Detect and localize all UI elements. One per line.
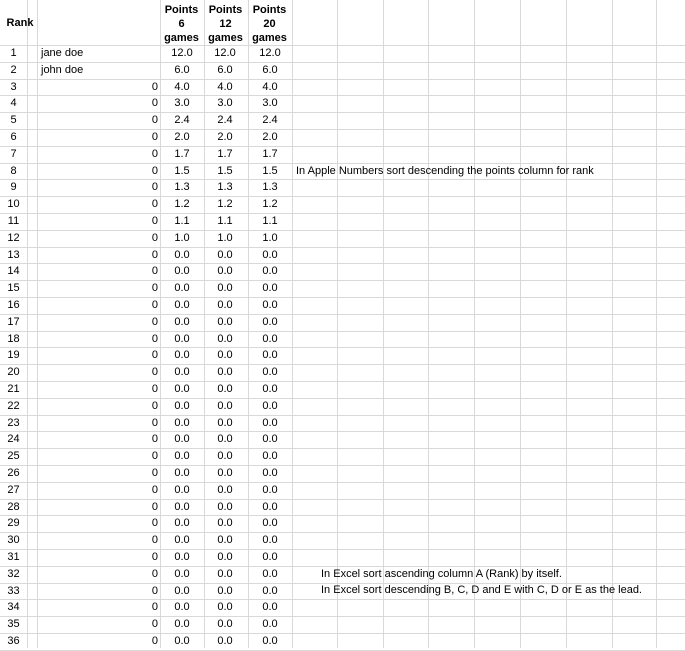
points-12-cell[interactable]: 0.0 <box>217 517 233 530</box>
points-20-cell[interactable]: 0.0 <box>262 500 278 513</box>
points-12-cell[interactable]: 0.0 <box>217 315 233 328</box>
zero-cell[interactable]: 0 <box>151 315 158 328</box>
zero-cell[interactable]: 0 <box>151 164 158 177</box>
points-12-cell[interactable]: 0.0 <box>217 416 233 429</box>
zero-cell[interactable]: 0 <box>151 131 158 143</box>
row-gridline <box>0 146 685 147</box>
points-12-cell[interactable]: 1.0 <box>217 231 233 244</box>
points-12-cell[interactable]: 3.0 <box>217 97 233 110</box>
rank-cell[interactable]: 9 <box>10 181 17 194</box>
row-gridline <box>0 616 685 617</box>
zero-cell[interactable]: 0 <box>151 181 158 194</box>
points-20-header-line2: 20 <box>263 18 276 30</box>
points-6-cell[interactable]: 0.0 <box>174 601 190 614</box>
points-12-cell[interactable]: 0.0 <box>217 299 233 311</box>
rank-cell[interactable]: 1 <box>10 47 17 59</box>
row-gridline <box>0 112 685 113</box>
rank-cell[interactable]: 5 <box>10 114 17 127</box>
points-20-cell[interactable]: 3.0 <box>262 97 278 110</box>
points-6-cell[interactable]: 12.0 <box>171 47 193 59</box>
points-20-cell[interactable]: 4.0 <box>262 80 278 93</box>
points-6-cell[interactable]: 2.4 <box>174 114 190 127</box>
points-12-games-header[interactable] <box>204 3 247 45</box>
points-12-cell[interactable]: 0.0 <box>217 483 233 496</box>
points-6-cell[interactable]: 0.0 <box>174 248 190 261</box>
column-gridline <box>160 0 161 648</box>
points-6-cell[interactable]: 0.0 <box>174 349 190 362</box>
points-12-cell[interactable]: 0.0 <box>217 433 233 446</box>
zero-cell[interactable]: 0 <box>151 584 158 597</box>
points-6-cell[interactable]: 0.0 <box>174 282 190 295</box>
points-20-cell[interactable]: 0.0 <box>262 584 278 597</box>
points-6-cell[interactable]: 1.2 <box>174 198 190 211</box>
row-gridline <box>0 79 685 80</box>
rank-cell[interactable]: 33 <box>7 584 20 597</box>
points-12-cell[interactable]: 0.0 <box>217 551 233 563</box>
rank-cell[interactable]: 14 <box>7 265 20 278</box>
points-20-header-line3: games <box>252 32 287 44</box>
zero-cell[interactable]: 0 <box>151 635 158 647</box>
column-gridline <box>337 0 338 648</box>
row-gridline <box>0 230 685 231</box>
rank-cell[interactable]: 17 <box>7 315 20 328</box>
points-12-cell[interactable]: 1.5 <box>217 164 233 177</box>
rank-cell[interactable]: 24 <box>7 433 20 446</box>
rank-cell[interactable]: 35 <box>7 618 20 631</box>
points-12-cell[interactable]: 0.0 <box>217 618 233 631</box>
points-20-cell[interactable]: 12.0 <box>259 47 281 59</box>
points-12-cell[interactable]: 0.0 <box>217 399 233 412</box>
points-12-cell[interactable]: 0.0 <box>217 450 233 463</box>
points-12-cell[interactable]: 0.0 <box>217 383 233 395</box>
points-6-cell[interactable]: 0.0 <box>174 416 190 429</box>
points-6-cell[interactable]: 0.0 <box>174 399 190 412</box>
points-6-cell[interactable]: 2.0 <box>174 131 190 143</box>
rank-cell[interactable]: 21 <box>7 383 20 395</box>
points-20-cell[interactable]: 0.0 <box>262 282 278 295</box>
row-gridline <box>0 499 685 500</box>
row-gridline <box>0 532 685 533</box>
name-cell[interactable]: jane doe <box>41 47 84 59</box>
column-gridline <box>566 0 567 648</box>
rank-cell[interactable]: 30 <box>7 534 20 547</box>
row-gridline <box>0 331 685 332</box>
points-6-cell[interactable]: 0.0 <box>174 366 190 379</box>
rank-cell[interactable]: 32 <box>7 567 20 580</box>
points-6-cell[interactable]: 0.0 <box>174 584 190 597</box>
points-6-header-line1: Points <box>164 4 199 16</box>
points-6-cell[interactable]: 1.0 <box>174 231 190 244</box>
column-gridline <box>612 0 613 648</box>
points-12-cell[interactable]: 0.0 <box>217 534 233 547</box>
points-20-cell[interactable]: 0.0 <box>262 517 278 530</box>
row-gridline <box>0 314 685 315</box>
rank-cell[interactable]: 25 <box>7 450 20 463</box>
points-12-header-line1: Points <box>208 4 243 16</box>
points-12-cell[interactable]: 0.0 <box>217 567 233 580</box>
zero-cell[interactable]: 0 <box>151 349 158 362</box>
points-6-cell[interactable]: 0.0 <box>174 450 190 463</box>
row-gridline <box>0 45 685 46</box>
points-12-cell[interactable]: 0.0 <box>217 601 233 614</box>
points-6-cell[interactable]: 3.0 <box>174 97 190 110</box>
points-20-games-header[interactable] <box>248 3 291 45</box>
zero-cell[interactable]: 0 <box>151 601 158 614</box>
note-excel-rank[interactable]: In Excel sort ascending column A (Rank) by itself. <box>321 568 562 580</box>
points-12-cell[interactable]: 0.0 <box>217 248 233 261</box>
row-gridline <box>0 196 685 197</box>
rank-cell[interactable]: 23 <box>7 416 20 429</box>
zero-cell[interactable]: 0 <box>151 215 158 227</box>
zero-cell[interactable]: 0 <box>151 97 158 110</box>
zero-cell[interactable]: 0 <box>151 618 158 631</box>
points-12-cell[interactable]: 1.1 <box>217 215 233 227</box>
zero-cell[interactable]: 0 <box>151 332 158 345</box>
zero-cell[interactable]: 0 <box>151 299 158 311</box>
column-gridline <box>656 0 657 648</box>
points-6-cell[interactable]: 0.0 <box>174 433 190 446</box>
points-20-cell[interactable]: 0.0 <box>262 349 278 362</box>
rank-cell[interactable]: 34 <box>7 601 20 614</box>
column-gridline <box>292 0 293 648</box>
points-20-cell[interactable]: 0.0 <box>262 483 278 496</box>
rank-cell[interactable]: 28 <box>7 500 20 513</box>
column-gridline <box>428 0 429 648</box>
points-20-cell[interactable]: 0.0 <box>262 315 278 328</box>
points-12-cell[interactable]: 1.2 <box>217 198 233 211</box>
points-12-cell[interactable]: 0.0 <box>217 349 233 362</box>
points-6-cell[interactable]: 0.0 <box>174 618 190 631</box>
points-20-cell[interactable]: 1.1 <box>262 215 278 227</box>
column-gridline <box>383 0 384 648</box>
points-20-cell[interactable]: 1.3 <box>262 181 278 194</box>
rank-column-header[interactable]: Rank <box>6 17 34 29</box>
zero-cell[interactable]: 0 <box>151 366 158 379</box>
row-gridline <box>0 263 685 264</box>
points-20-cell[interactable]: 0.0 <box>262 383 278 395</box>
row-gridline <box>0 347 685 348</box>
rank-cell[interactable]: 19 <box>7 349 20 362</box>
points-12-cell[interactable]: 0.0 <box>217 265 233 278</box>
points-20-cell[interactable]: 0.0 <box>262 332 278 345</box>
points-6-cell[interactable]: 0.0 <box>174 265 190 278</box>
points-6-header-line3: games <box>164 32 199 44</box>
points-20-cell[interactable]: 2.0 <box>262 131 278 143</box>
points-20-cell[interactable]: 2.4 <box>262 114 278 127</box>
row-gridline <box>0 431 685 432</box>
rank-cell[interactable]: 16 <box>7 299 20 311</box>
zero-cell[interactable]: 0 <box>151 433 158 446</box>
points-6-cell[interactable]: 1.7 <box>174 147 190 160</box>
points-20-cell[interactable]: 1.7 <box>262 147 278 160</box>
points-20-cell[interactable]: 0.0 <box>262 399 278 412</box>
zero-cell[interactable]: 0 <box>151 467 158 479</box>
points-6-games-header[interactable] <box>160 3 203 45</box>
rank-cell[interactable]: 11 <box>7 215 20 227</box>
row-gridline <box>0 599 685 600</box>
points-20-cell[interactable]: 1.2 <box>262 198 278 211</box>
row-gridline <box>0 448 685 449</box>
points-20-cell[interactable]: 0.0 <box>262 433 278 446</box>
row-gridline <box>0 129 685 130</box>
points-20-cell[interactable]: 0.0 <box>262 635 278 647</box>
row-gridline <box>0 633 685 634</box>
rank-cell[interactable]: 4 <box>10 97 17 110</box>
points-6-cell[interactable]: 0.0 <box>174 332 190 345</box>
rank-cell[interactable]: 26 <box>7 467 20 479</box>
points-20-cell[interactable]: 0.0 <box>262 416 278 429</box>
points-20-cell[interactable]: 0.0 <box>262 248 278 261</box>
rank-cell[interactable]: 12 <box>7 231 20 244</box>
points-12-cell[interactable]: 4.0 <box>217 80 233 93</box>
zero-cell[interactable]: 0 <box>151 114 158 127</box>
zero-cell[interactable]: 0 <box>151 500 158 513</box>
points-6-cell[interactable]: 1.5 <box>174 164 190 177</box>
points-12-cell[interactable]: 1.3 <box>217 181 233 194</box>
points-20-cell[interactable]: 0.0 <box>262 450 278 463</box>
points-6-cell[interactable]: 0.0 <box>174 517 190 530</box>
rank-cell[interactable]: 13 <box>7 248 20 261</box>
column-gridline <box>37 0 38 648</box>
zero-cell[interactable]: 0 <box>151 483 158 496</box>
row-gridline <box>0 398 685 399</box>
points-12-cell[interactable]: 2.4 <box>217 114 233 127</box>
points-6-cell[interactable]: 0.0 <box>174 383 190 395</box>
points-12-cell[interactable]: 0.0 <box>217 332 233 345</box>
name-cell[interactable]: john doe <box>41 63 84 76</box>
points-12-cell[interactable]: 0.0 <box>217 282 233 295</box>
points-20-cell[interactable]: 1.5 <box>262 164 278 177</box>
points-12-cell[interactable]: 2.0 <box>217 131 233 143</box>
row-gridline <box>0 297 685 298</box>
points-6-cell[interactable]: 0.0 <box>174 467 190 479</box>
row-gridline <box>0 381 685 382</box>
rank-cell[interactable]: 6 <box>10 131 17 143</box>
points-12-cell[interactable]: 0.0 <box>217 584 233 597</box>
points-12-cell[interactable]: 12.0 <box>214 47 236 59</box>
rank-cell[interactable]: 31 <box>7 551 20 563</box>
zero-cell[interactable]: 0 <box>151 282 158 295</box>
points-6-cell[interactable]: 1.3 <box>174 181 190 194</box>
row-gridline <box>0 482 685 483</box>
note-excel-points[interactable]: In Excel sort descending B, C, D and E with C, D or E as the lead. <box>321 584 642 596</box>
rank-cell[interactable]: 18 <box>7 332 20 345</box>
points-6-cell[interactable]: 0.0 <box>174 551 190 563</box>
rank-cell[interactable]: 29 <box>7 517 20 530</box>
points-20-cell[interactable]: 0.0 <box>262 551 278 563</box>
points-20-cell[interactable]: 0.0 <box>262 567 278 580</box>
points-6-cell[interactable]: 0.0 <box>174 567 190 580</box>
points-20-cell[interactable]: 0.0 <box>262 467 278 479</box>
zero-cell[interactable]: 0 <box>151 450 158 463</box>
zero-cell[interactable]: 0 <box>151 399 158 412</box>
rank-cell[interactable]: 22 <box>7 399 20 412</box>
zero-cell[interactable]: 0 <box>151 383 158 395</box>
points-12-cell[interactable]: 1.7 <box>217 147 233 160</box>
zero-cell[interactable]: 0 <box>151 231 158 244</box>
rank-cell[interactable]: 7 <box>10 147 17 160</box>
zero-cell[interactable]: 0 <box>151 567 158 580</box>
points-6-cell[interactable]: 0.0 <box>174 500 190 513</box>
rank-cell[interactable]: 15 <box>7 282 20 295</box>
rank-cell[interactable]: 36 <box>7 635 20 647</box>
rank-cell[interactable]: 2 <box>10 63 17 76</box>
points-20-cell[interactable]: 0.0 <box>262 534 278 547</box>
points-6-cell[interactable]: 0.0 <box>174 534 190 547</box>
zero-cell[interactable]: 0 <box>151 534 158 547</box>
points-6-header-line2: 6 <box>178 18 185 30</box>
zero-cell[interactable]: 0 <box>151 80 158 93</box>
points-12-header-line3: games <box>208 32 243 44</box>
column-gridline <box>248 0 249 648</box>
points-20-cell[interactable]: 0.0 <box>262 265 278 278</box>
row-gridline <box>0 280 685 281</box>
points-12-cell[interactable]: 0.0 <box>217 635 233 647</box>
zero-cell[interactable]: 0 <box>151 147 158 160</box>
points-6-cell[interactable]: 0.0 <box>174 483 190 496</box>
rank-cell[interactable]: 3 <box>10 80 17 93</box>
row-gridline <box>0 549 685 550</box>
zero-cell[interactable]: 0 <box>151 248 158 261</box>
row-gridline <box>0 95 685 96</box>
row-gridline <box>0 415 685 416</box>
points-6-cell[interactable]: 0.0 <box>174 635 190 647</box>
points-6-cell[interactable]: 1.1 <box>174 215 190 227</box>
row-gridline <box>0 465 685 466</box>
points-12-cell[interactable]: 0.0 <box>217 366 233 379</box>
column-gridline <box>520 0 521 648</box>
rank-cell[interactable]: 27 <box>7 483 20 496</box>
points-20-cell[interactable]: 0.0 <box>262 601 278 614</box>
note-apple-numbers[interactable]: In Apple Numbers sort descending the points column for rank <box>296 165 594 177</box>
row-gridline <box>0 213 685 214</box>
row-gridline <box>0 247 685 248</box>
points-20-cell[interactable]: 1.0 <box>262 231 278 244</box>
column-gridline <box>27 0 28 648</box>
points-12-header-line2: 12 <box>219 18 232 30</box>
row-gridline <box>0 515 685 516</box>
points-6-cell[interactable]: 0.0 <box>174 299 190 311</box>
points-6-cell[interactable]: 4.0 <box>174 80 190 93</box>
zero-cell[interactable]: 0 <box>151 198 158 211</box>
zero-cell[interactable]: 0 <box>151 265 158 278</box>
zero-cell[interactable]: 0 <box>151 416 158 429</box>
zero-cell[interactable]: 0 <box>151 551 158 563</box>
rank-cell[interactable]: 8 <box>10 164 17 177</box>
points-20-cell[interactable]: 0.0 <box>262 618 278 631</box>
row-gridline <box>0 364 685 365</box>
points-20-cell[interactable]: 0.0 <box>262 299 278 311</box>
rank-cell[interactable]: 20 <box>7 366 20 379</box>
points-20-cell[interactable]: 6.0 <box>262 63 278 76</box>
points-20-cell[interactable]: 0.0 <box>262 366 278 379</box>
points-12-cell[interactable]: 6.0 <box>217 63 233 76</box>
points-6-cell[interactable]: 6.0 <box>174 63 190 76</box>
points-6-cell[interactable]: 0.0 <box>174 315 190 328</box>
points-20-header-line1: Points <box>252 4 287 16</box>
points-12-cell[interactable]: 0.0 <box>217 467 233 479</box>
rank-cell[interactable]: 10 <box>7 198 20 211</box>
column-gridline <box>474 0 475 648</box>
points-12-cell[interactable]: 0.0 <box>217 500 233 513</box>
row-gridline <box>0 62 685 63</box>
zero-cell[interactable]: 0 <box>151 517 158 530</box>
